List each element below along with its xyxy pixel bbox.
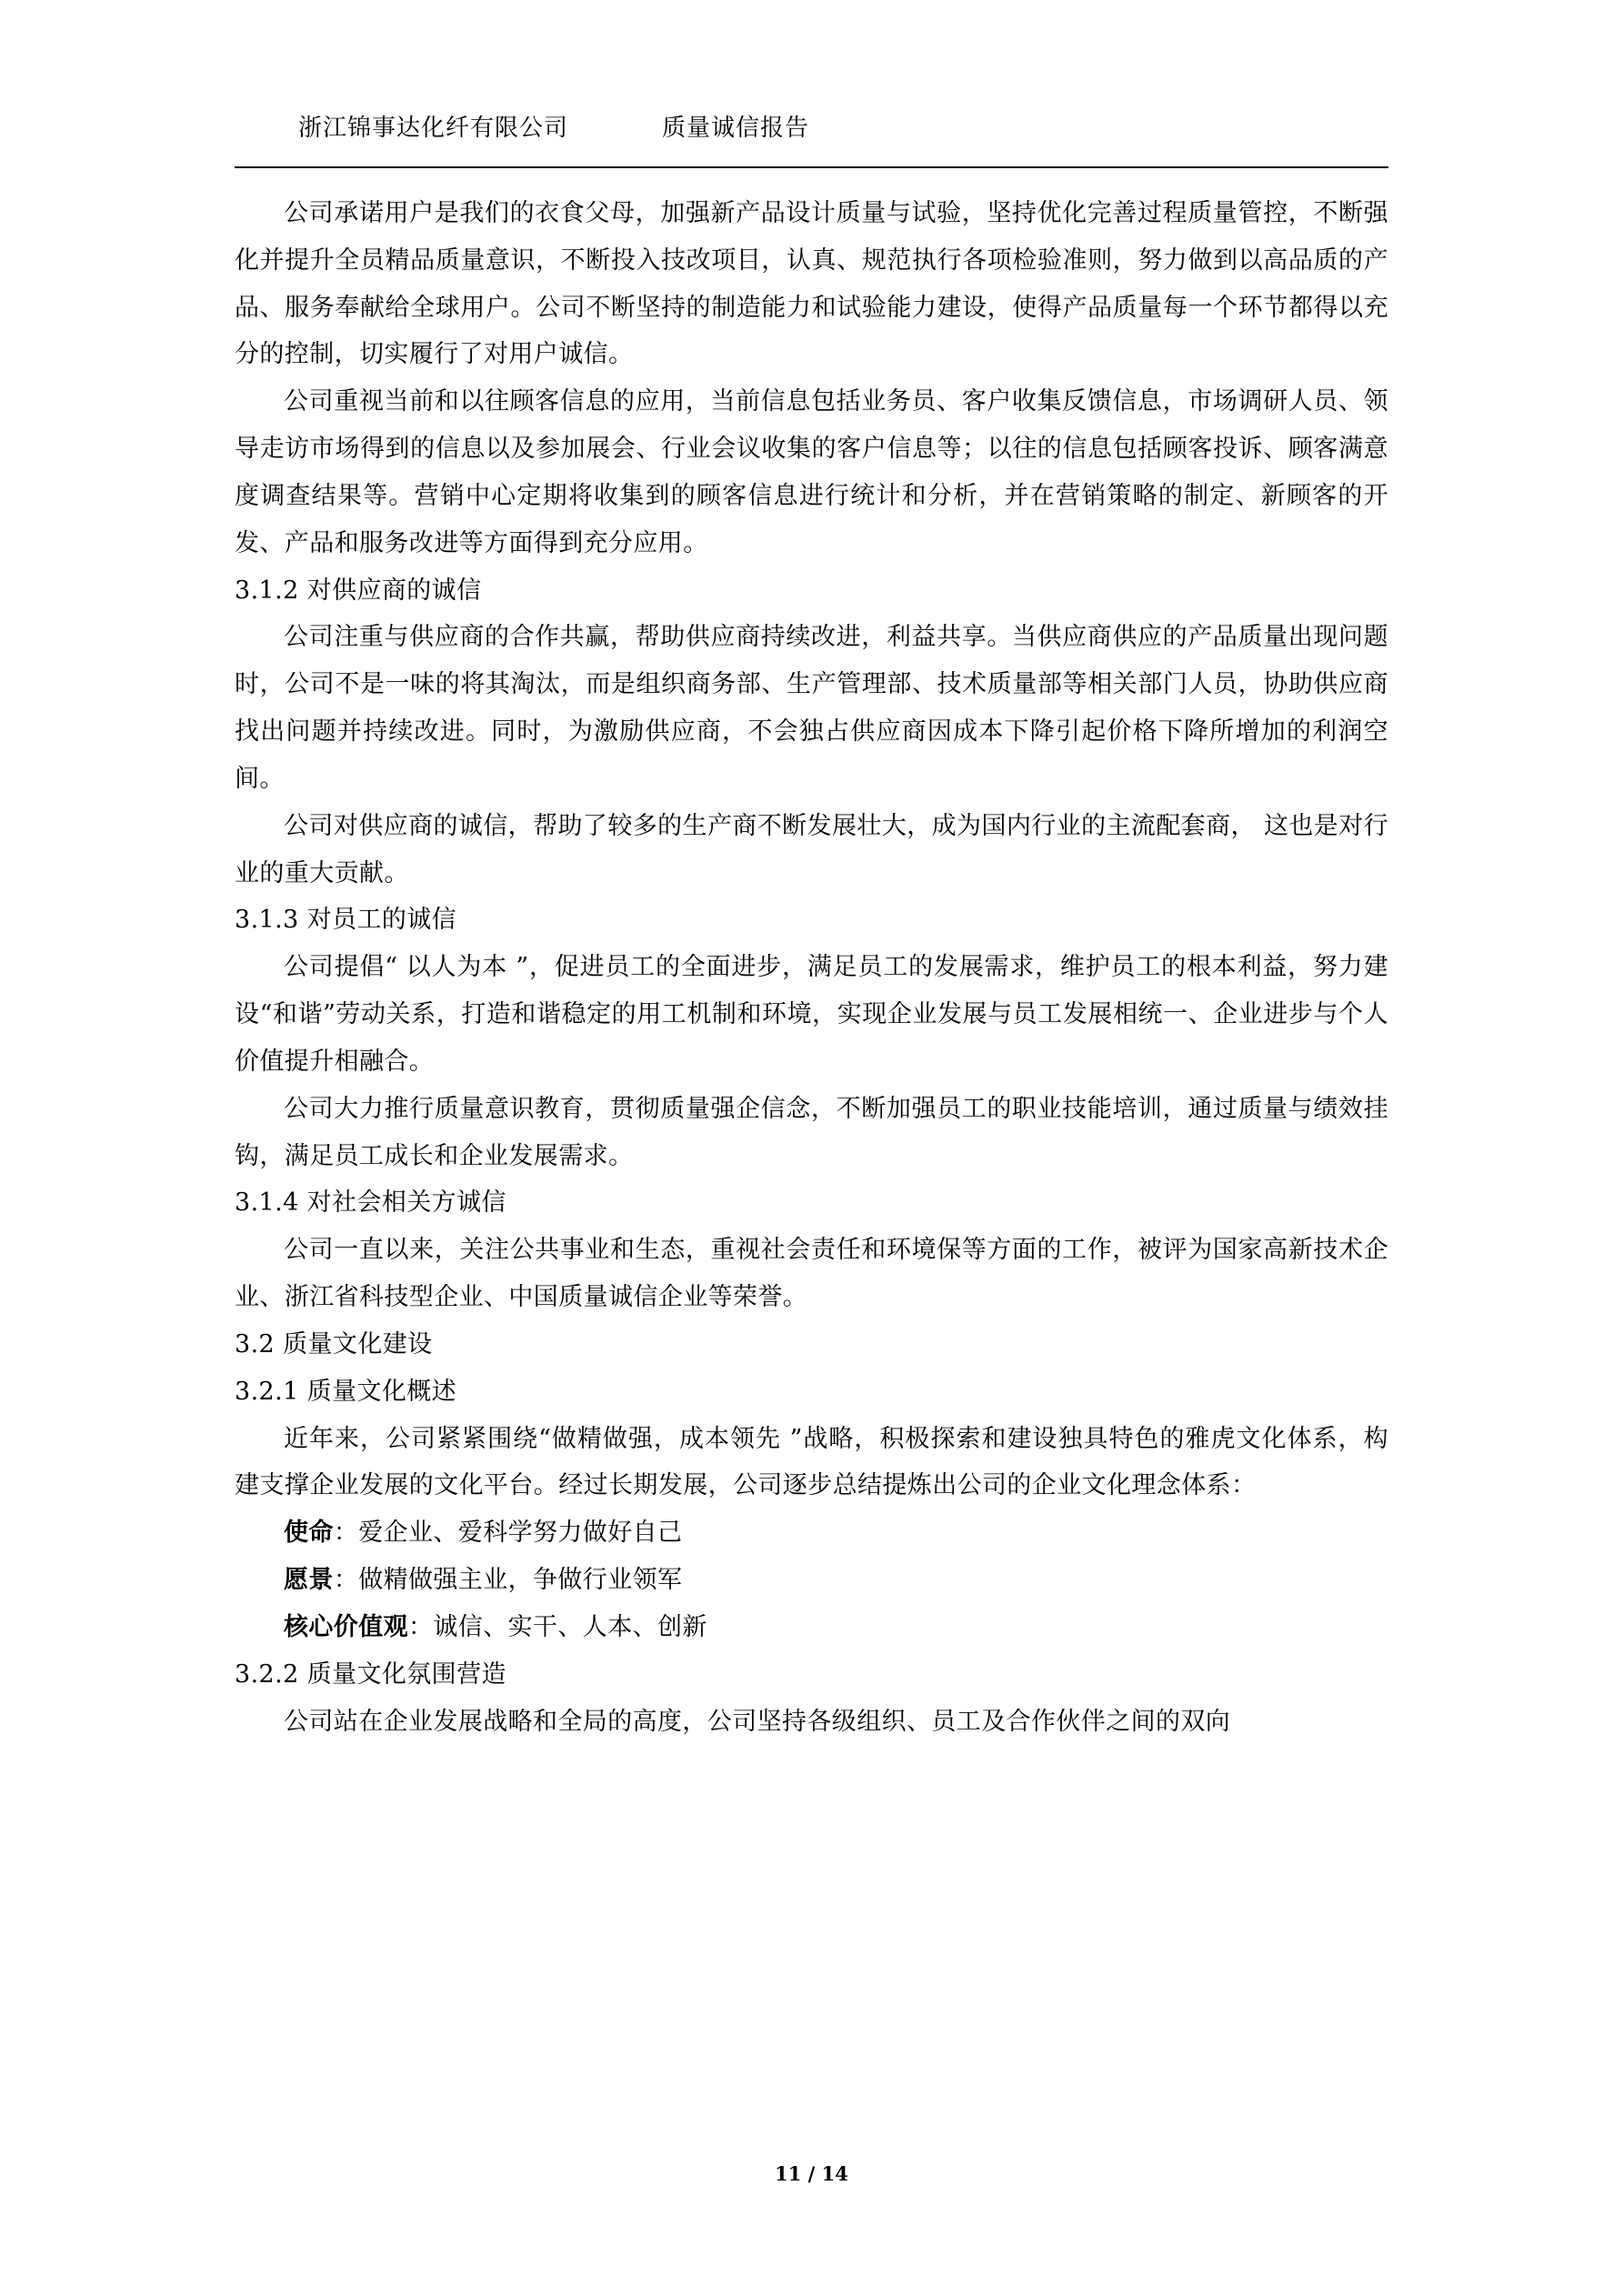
paragraph-supplier-integrity: 公司对供应商的诚信，帮助了较多的生产商不断发展壮大，成为国内行业的主流配套商， 这也是对行业的重大贡献。 (235, 811, 1388, 887)
heading-3-2-1: 3.2.1 质量文化概述 (235, 1377, 457, 1406)
paragraph-employee-people-first: 公司提倡“ 以人为本 ”，促进员工的全面进步，满足员工的发展需求，维护员工的根本利益，努力建设“和谐”劳动关系，打造和谐稳定的用工机制和环境，实现企业发展与员工发展相统一、企业进步与个人价值提升相融合。 (235, 953, 1388, 1076)
paragraph-employee-training: 公司大力推行质量意识教育，贯彻质量强企信念，不断加强员工的职业技能培训，通过质量与绩效挂钩，满足员工成长和企业发展需求。 (235, 1094, 1388, 1170)
page-content (235, 109, 1388, 1745)
paragraph-vision (235, 1557, 1388, 1604)
paragraph-social-responsibility: 公司一直以来，关注公共事业和生态，重视社会责任和环境保等方面的工作，被评为国家高新技术企业、浙江省科技型企业、中国质量诚信企业等荣誉。 (235, 1236, 1388, 1312)
core-values-label: 核心价值观 (284, 1612, 408, 1641)
header-company-name: 浙江锦事达化纤有限公司 (298, 115, 569, 142)
page-header (235, 109, 1388, 168)
mission-label: 使命 (284, 1519, 334, 1548)
paragraph-supplier-cooperation: 公司注重与供应商的合作共赢，帮助供应商持续改进，利益共享。当供应商供应的产品质量出现问题时，公司不是一味的将其淘汰，而是组织商务部、生产管理部、技术质量部等相关部门人员，协助供应商找出问题并持续改进。同时，为激励供应商，不会独占供应商因成本下降引起价格下降所增加的利润空间。 (235, 623, 1388, 793)
page-number: 11 / 14 (775, 2162, 848, 2185)
paragraph-mission (235, 1509, 1388, 1557)
paragraph-customer-info: 公司重视当前和以往顾客信息的应用，当前信息包括业务员、客户收集反馈信息，市场调研人员、领导走访市场得到的信息以及参加展会、行业会议收集的客户信息等；以往的信息包括顾客投诉、顾客满意度调查结果等。营销中心定期将收集到的顾客信息进行统计和分析，并在营销策略的制定、新顾客的开发、产品和服务改进等方面得到充分应用。 (235, 387, 1388, 557)
heading-3-2: 3.2 质量文化建设 (235, 1329, 433, 1359)
mission-text: ：爱企业、爱科学努力做好自己 (333, 1519, 683, 1548)
heading-3-2-2: 3.2.2 质量文化氛围营造 (235, 1659, 506, 1689)
vision-label: 愿景 (284, 1566, 334, 1595)
vision-text: ：做精做强主业，争做行业领军 (333, 1566, 683, 1595)
document-body (235, 168, 1388, 1745)
paragraph-core-values (235, 1604, 1388, 1651)
paragraph-culture-overview: 近年来，公司紧紧围绕“做精做强，成本领先 ”战略，积极探索和建设独具特色的雅虎文化体系，构建支撑企业发展的文化平台。经过长期发展，公司逐步总结提炼出公司的企业文化理念体系： (235, 1424, 1388, 1500)
paragraph-culture-atmosphere: 公司站在企业发展战略和全局的高度，公司坚持各级组织、员工及合作伙伴之间的双向 (284, 1707, 1231, 1736)
paragraph-user-commitment: 公司承诺用户是我们的衣食父母，加强新产品设计质量与试验，坚持优化完善过程质量管控，不断强化并提升全员精品质量意识，不断投入技改项目，认真、规范执行各项检验准则，努力做到以高品质的产品、服务奉献给全球用户。公司不断坚持的制造能力和试验能力建设，使得产品质量每一个环节都得以充分的控制，切实履行了对用户诚信。 (235, 199, 1388, 369)
core-values-text: ：诚信、实干、人本、创新 (408, 1612, 707, 1641)
heading-3-1-4: 3.1.4 对社会相关方诚信 (235, 1188, 506, 1218)
heading-3-1-3: 3.1.3 对员工的诚信 (235, 906, 457, 935)
heading-3-1-2: 3.1.2 对供应商的诚信 (235, 576, 482, 605)
header-document-title: 质量诚信报告 (662, 115, 810, 142)
